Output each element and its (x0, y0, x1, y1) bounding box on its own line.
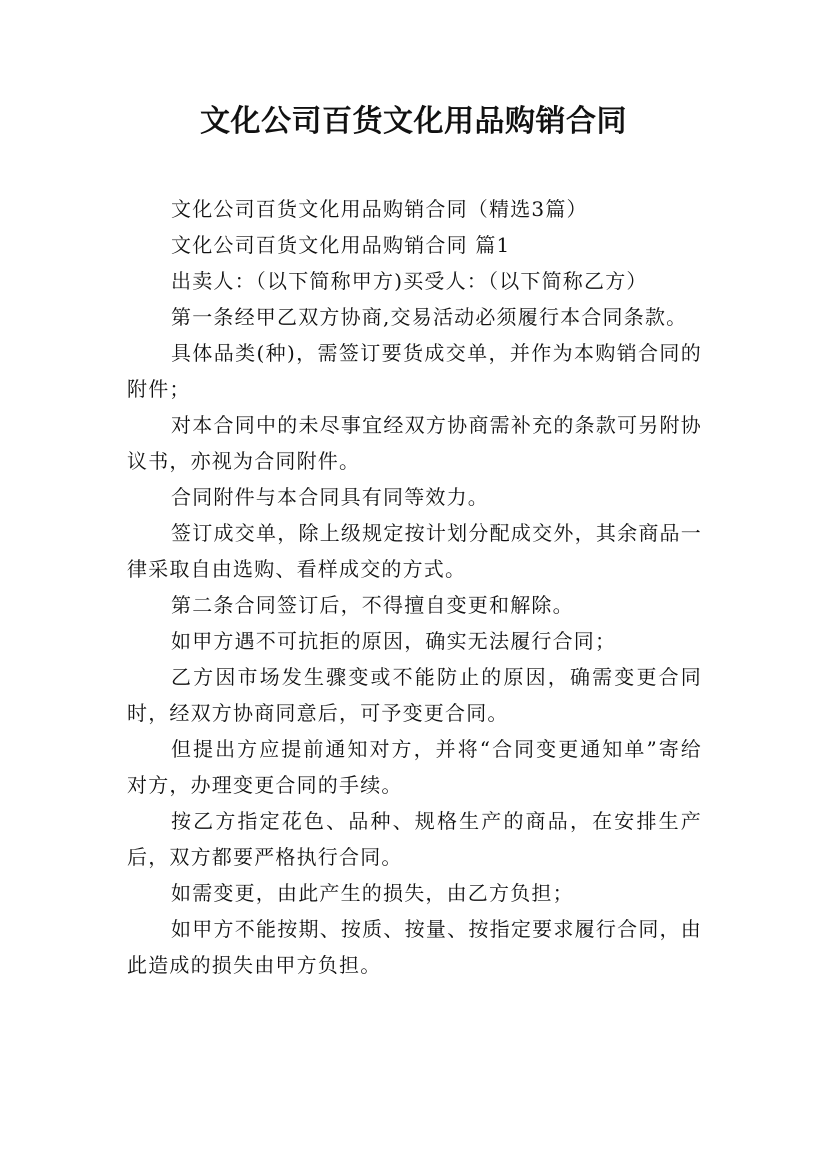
paragraph: 具体品类(种)，需签订要货成交单，并作为本购销合同的附件； (127, 341, 702, 401)
paragraph: 乙方因市场发生骤变或不能防止的原因，确需变更合同时，经双方协商同意后，可予变更合同。 (127, 665, 702, 725)
paragraph: 如甲方遇不可抗拒的原因，确实无法履行合同； (171, 629, 617, 653)
paragraph: 第二条合同签订后，不得擅自变更和解除。 (171, 593, 574, 617)
paragraph: 签订成交单，除上级规定按计划分配成交外，其余商品一律采取自由选购、看样成交的方式。 (127, 521, 702, 581)
paragraph: 对本合同中的未尽事宜经双方协商需补充的条款可另附协议书，亦视为合同附件。 (127, 413, 702, 473)
document-title: 文化公司百货文化用品购销合同 (200, 104, 627, 139)
document-body (127, 191, 702, 983)
paragraph: 合同附件与本合同具有同等效力。 (171, 485, 489, 509)
paragraph: 但提出方应提前通知对方，并将“合同变更通知单”寄给对方，办理变更合同的手续。 (127, 737, 702, 797)
paragraph: 按乙方指定花色、品种、规格生产的商品，在安排生产后，双方都要严格执行合同。 (127, 809, 702, 869)
paragraph: 第一条经甲乙双方协商,交易活动必须履行本合同条款。 (171, 305, 688, 329)
paragraph: 出卖人：（以下简称甲方)买受人：（以下简称乙方） (171, 269, 648, 293)
paragraph: 文化公司百货文化用品购销合同 篇1 (171, 233, 511, 257)
paragraph: 如需变更，由此产生的损失，由乙方负担； (171, 881, 574, 905)
paragraph: 文化公司百货文化用品购销合同（精选3篇） (171, 197, 588, 221)
paragraph: 如甲方不能按期、按质、按量、按指定要求履行合同，由此造成的损失由甲方负担。 (127, 917, 702, 977)
